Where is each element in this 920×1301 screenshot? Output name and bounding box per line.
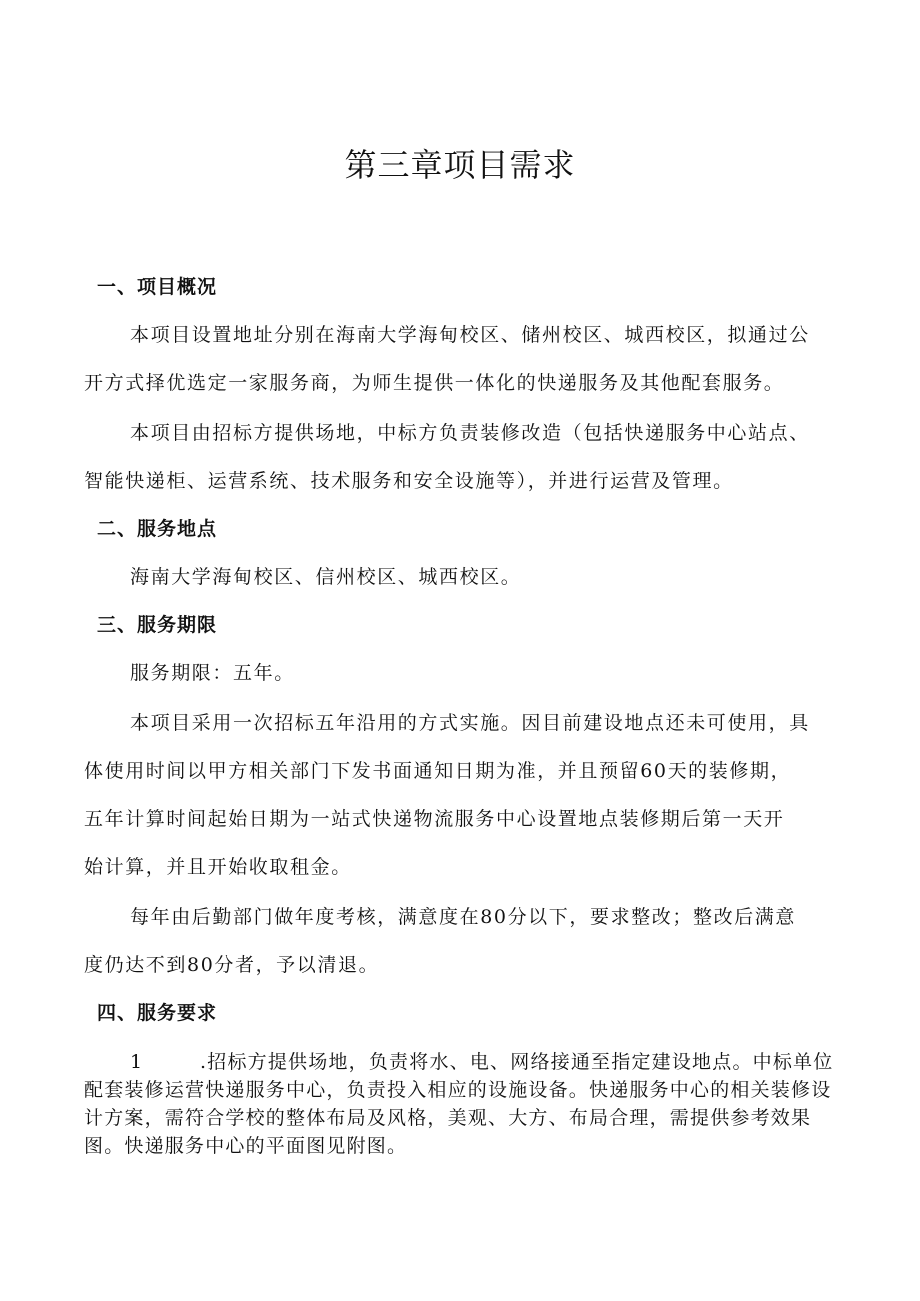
section-heading-overview: 一、项目概况 [97, 276, 218, 298]
paragraph-line: 五年计算时间起始日期为一站式快递物流服务中心设置地点装修期后第一天开 [84, 808, 785, 830]
paragraph-line: 度仍达不到80分者，予以清退。 [84, 954, 380, 976]
paragraph-line: 体使用时间以甲方相关部门下发书面通知日期为准，并且预留60天的装修期， [84, 760, 792, 782]
page-title: 第三章项目需求 [344, 146, 576, 184]
paragraph-line: 服务期限：五年。 [130, 662, 295, 684]
paragraph-line: 海南大学海甸校区、信州校区、城西校区。 [130, 566, 522, 588]
paragraph-line: 开方式择优选定一家服务商，为师生提供一体化的快递服务及其他配套服务。 [84, 372, 785, 394]
paragraph-line: 始计算，并且开始收取租金。 [84, 856, 352, 878]
item-text: .招标方提供场地，负责将水、电、网络接通至指定建设地点。中标单位配套装修运营快递服务中心，负责投入相应的设施设备。快递服务中心的相关装修设计方案，需符合学校的整体布局及风格，美观、大方、布局合理，需提供参考效果图。快递服务中心的平面图见附图。 [84, 1051, 834, 1157]
paragraph-line: 本项目采用一次招标五年沿用的方式实施。因目前建设地点还未可使用，具 [130, 712, 810, 734]
section-heading-requirements: 四、服务要求 [97, 1002, 218, 1024]
item-number: 1 [130, 1051, 144, 1073]
section-heading-term: 三、服务期限 [97, 614, 218, 636]
paragraph-line: 每年由后勤部门做年度考核，满意度在80分以下，要求整改；整改后满意 [130, 906, 796, 928]
paragraph-line: 智能快递柜、运营系统、技术服务和安全设施等），并进行运营及管理。 [84, 470, 734, 492]
section-heading-location: 二、服务地点 [97, 518, 218, 540]
paragraph-line: 本项目设置地址分别在海南大学海甸校区、储州校区、城西校区，拟通过公 [130, 324, 810, 346]
paragraph-line: 本项目由招标方提供场地，中标方负责装修改造（包括快递服务中心站点、 [130, 422, 810, 444]
requirement-item [84, 1048, 844, 1160]
